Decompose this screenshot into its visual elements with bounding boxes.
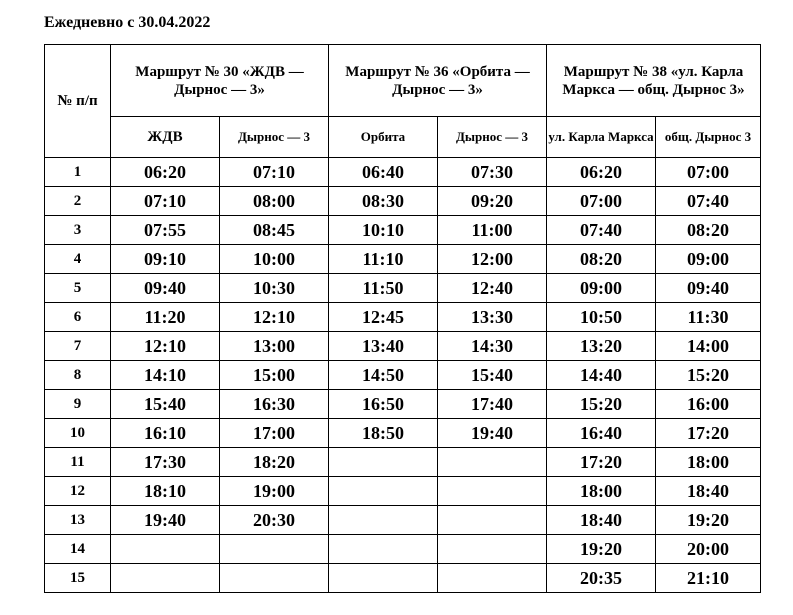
departure-time-cell: 12:00: [438, 245, 547, 274]
departure-time-cell: 06:40: [329, 158, 438, 187]
departure-time-cell: 17:40: [438, 390, 547, 419]
departure-time-cell: 15:40: [438, 361, 547, 390]
departure-time-cell: 13:30: [438, 303, 547, 332]
departure-time-cell: 14:50: [329, 361, 438, 390]
departure-time-cell: 11:30: [656, 303, 761, 332]
table-row: [45, 245, 761, 274]
departure-time-cell: 16:30: [220, 390, 329, 419]
departure-time-cell: [329, 506, 438, 535]
departure-time-cell: 06:20: [547, 158, 656, 187]
table-row: [45, 564, 761, 593]
departure-time-cell: 12:10: [220, 303, 329, 332]
route-38-title: Маршрут № 38 «ул. Карла Маркса — общ. Дырнос 3»: [562, 63, 745, 98]
departure-time-cell: 08:45: [220, 216, 329, 245]
departure-time-cell: [220, 564, 329, 593]
departure-time-cell: 07:40: [656, 187, 761, 216]
departure-time-cell: 19:40: [438, 419, 547, 448]
departure-time-cell: 17:20: [547, 448, 656, 477]
departure-time-cell: [111, 564, 220, 593]
table-row: [45, 419, 761, 448]
row-number: 1: [45, 158, 111, 187]
departure-time-cell: [329, 535, 438, 564]
row-number: 10: [45, 419, 111, 448]
table-row: [45, 303, 761, 332]
departure-time-cell: 11:20: [111, 303, 220, 332]
departure-time-cell: 10:00: [220, 245, 329, 274]
page-heading: Ежедневно с 30.04.2022: [44, 14, 211, 31]
departure-time-cell: 13:40: [329, 332, 438, 361]
stop-header-karl-marx-st: ул. Карла Маркса: [547, 117, 656, 158]
departure-time-cell: 12:40: [438, 274, 547, 303]
departure-time-cell: 18:40: [547, 506, 656, 535]
departure-time-cell: 08:20: [656, 216, 761, 245]
route-header-row: [45, 45, 761, 117]
departure-time-cell: 09:10: [111, 245, 220, 274]
table-row: [45, 332, 761, 361]
departure-time-cell: 07:40: [547, 216, 656, 245]
table-row: [45, 216, 761, 245]
departure-time-cell: 10:50: [547, 303, 656, 332]
departure-time-cell: 19:20: [547, 535, 656, 564]
table-row: [45, 158, 761, 187]
departure-time-cell: 08:20: [547, 245, 656, 274]
departure-time-cell: 11:00: [438, 216, 547, 245]
departure-time-cell: [329, 564, 438, 593]
departure-time-cell: 14:10: [111, 361, 220, 390]
table-row: [45, 477, 761, 506]
table-row: [45, 361, 761, 390]
departure-time-cell: 09:00: [656, 245, 761, 274]
table-row: [45, 274, 761, 303]
departure-time-cell: 20:35: [547, 564, 656, 593]
stop-header-row: [45, 117, 761, 158]
row-number: 2: [45, 187, 111, 216]
row-number: 5: [45, 274, 111, 303]
route-36-header: [329, 45, 547, 117]
departure-time-cell: 17:00: [220, 419, 329, 448]
row-number: 12: [45, 477, 111, 506]
departure-time-cell: 18:20: [220, 448, 329, 477]
departure-time-cell: 07:10: [111, 187, 220, 216]
departure-time-cell: [438, 448, 547, 477]
departure-time-cell: 18:00: [547, 477, 656, 506]
departure-time-cell: 18:00: [656, 448, 761, 477]
departure-time-cell: [220, 535, 329, 564]
departure-time-cell: 19:40: [111, 506, 220, 535]
departure-time-cell: 13:20: [547, 332, 656, 361]
stop-header-orbita: Орбита: [329, 117, 438, 158]
departure-time-cell: 11:10: [329, 245, 438, 274]
departure-time-cell: [329, 448, 438, 477]
row-number: 15: [45, 564, 111, 593]
row-number-header: № п/п: [45, 45, 111, 158]
row-number: 14: [45, 535, 111, 564]
departure-time-cell: 14:30: [438, 332, 547, 361]
departure-time-cell: 20:30: [220, 506, 329, 535]
departure-time-cell: [438, 506, 547, 535]
departure-time-cell: 18:40: [656, 477, 761, 506]
departure-time-cell: 19:20: [656, 506, 761, 535]
departure-time-cell: 17:20: [656, 419, 761, 448]
schedule-table: [44, 44, 761, 593]
stop-header-zhdv: ЖДВ: [111, 117, 220, 158]
departure-time-cell: 12:45: [329, 303, 438, 332]
departure-time-cell: 07:30: [438, 158, 547, 187]
departure-time-cell: 15:00: [220, 361, 329, 390]
departure-time-cell: 16:40: [547, 419, 656, 448]
table-row: [45, 506, 761, 535]
departure-time-cell: 19:00: [220, 477, 329, 506]
route-30-header: [111, 45, 329, 117]
departure-time-cell: 18:10: [111, 477, 220, 506]
departure-time-cell: [111, 535, 220, 564]
departure-time-cell: [438, 477, 547, 506]
departure-time-cell: 09:40: [111, 274, 220, 303]
departure-time-cell: 10:30: [220, 274, 329, 303]
route-36-title: Маршрут № 36 «Орбита — Дырнос — 3»: [345, 63, 530, 98]
departure-time-cell: 15:20: [547, 390, 656, 419]
departure-time-cell: 11:50: [329, 274, 438, 303]
departure-time-cell: 08:00: [220, 187, 329, 216]
departure-time-cell: 09:40: [656, 274, 761, 303]
departure-time-cell: 09:00: [547, 274, 656, 303]
departure-time-cell: 21:10: [656, 564, 761, 593]
departure-time-cell: 07:00: [547, 187, 656, 216]
stop-header-dyrnos-3-r30: Дырнос — 3: [220, 117, 329, 158]
row-number: 3: [45, 216, 111, 245]
departure-time-cell: [438, 535, 547, 564]
row-number: 11: [45, 448, 111, 477]
departure-time-cell: 13:00: [220, 332, 329, 361]
departure-time-cell: 08:30: [329, 187, 438, 216]
row-number: 7: [45, 332, 111, 361]
departure-time-cell: 15:40: [111, 390, 220, 419]
departure-time-cell: 20:00: [656, 535, 761, 564]
departure-time-cell: 09:20: [438, 187, 547, 216]
departure-time-cell: 17:30: [111, 448, 220, 477]
stop-header-dyrnos-3-r36: Дырнос — 3: [438, 117, 547, 158]
row-number: 6: [45, 303, 111, 332]
departure-time-cell: [329, 477, 438, 506]
departure-time-cell: 07:10: [220, 158, 329, 187]
row-number: 9: [45, 390, 111, 419]
departure-time-cell: 14:40: [547, 361, 656, 390]
table-row: [45, 187, 761, 216]
departure-time-cell: 06:20: [111, 158, 220, 187]
route-30-title: Маршрут № 30 «ЖДВ — Дырнос — 3»: [135, 63, 304, 98]
schedule-body: [45, 158, 761, 593]
departure-time-cell: 07:00: [656, 158, 761, 187]
departure-time-cell: [438, 564, 547, 593]
table-row: [45, 535, 761, 564]
departure-time-cell: 12:10: [111, 332, 220, 361]
departure-time-cell: 16:10: [111, 419, 220, 448]
stop-header-dyrnos-3-dorm: общ. Дырнос 3: [656, 117, 761, 158]
departure-time-cell: 18:50: [329, 419, 438, 448]
departure-time-cell: 10:10: [329, 216, 438, 245]
departure-time-cell: 16:00: [656, 390, 761, 419]
row-number: 8: [45, 361, 111, 390]
row-number: 4: [45, 245, 111, 274]
departure-time-cell: 15:20: [656, 361, 761, 390]
departure-time-cell: 07:55: [111, 216, 220, 245]
table-row: [45, 448, 761, 477]
row-number: 13: [45, 506, 111, 535]
table-row: [45, 390, 761, 419]
departure-time-cell: 16:50: [329, 390, 438, 419]
departure-time-cell: 14:00: [656, 332, 761, 361]
route-38-header: [547, 45, 761, 117]
